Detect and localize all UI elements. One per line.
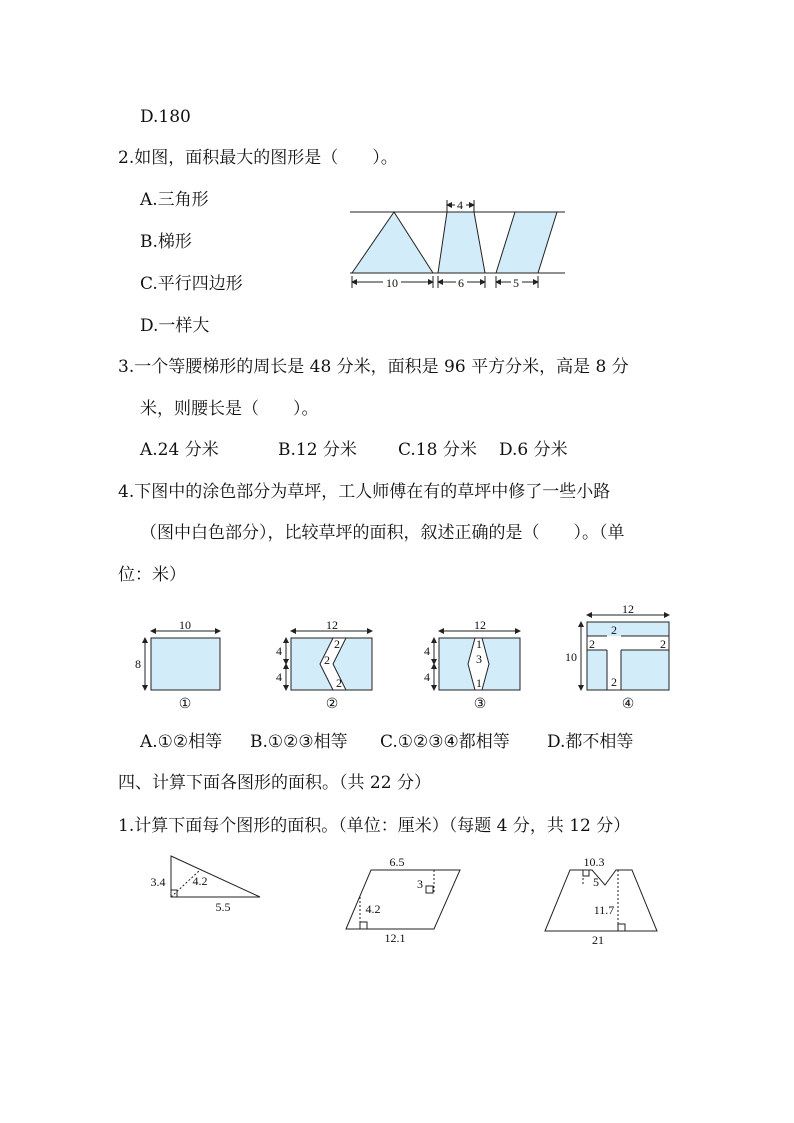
q4-fig4-v2-label: 2 bbox=[611, 675, 617, 689]
q3-option-b[interactable]: B.12 分米 bbox=[278, 440, 357, 460]
q4-figure-3 bbox=[424, 618, 520, 712]
q4-fig3-top-label: 1 bbox=[476, 637, 482, 651]
s4-parallelogram-figure bbox=[346, 855, 460, 945]
q4-fig1-caption: ① bbox=[178, 697, 192, 712]
s4-para-right-angle-2 bbox=[360, 922, 367, 929]
q4-figure-2 bbox=[276, 618, 372, 712]
q4-fig4-caption: ④ bbox=[621, 697, 635, 712]
q3-option-c[interactable]: C.18 分米 bbox=[398, 440, 477, 460]
s4-triangle-base-label: 5.5 bbox=[215, 900, 231, 914]
q4-figure-4 bbox=[565, 602, 669, 712]
q4-fig2-path-b: 2 bbox=[324, 653, 330, 667]
q2-triangle bbox=[352, 212, 433, 273]
q4-fig4-width-label: 12 bbox=[622, 602, 634, 616]
s4-triangle-left-label: 3.4 bbox=[150, 875, 166, 889]
q4-fig1-lawn bbox=[151, 638, 220, 690]
q4-fig4-lawn bbox=[587, 622, 669, 690]
q2-stem: 2.如图，面积最大的图形是（ ）。 bbox=[118, 148, 398, 168]
q4-fig4-h2-label: 2 bbox=[660, 637, 666, 651]
q4-stem-line2: （图中白色部分），比较草坪的面积，叙述正确的是（ ）。（单 bbox=[140, 523, 625, 543]
q4-fig1-height-label: 8 bbox=[135, 657, 141, 671]
q4-figure-1 bbox=[135, 618, 220, 712]
q4-stem-line3: 位：米） bbox=[118, 565, 186, 585]
q4-option-a[interactable]: A.①②相等 bbox=[140, 732, 223, 752]
s4-triangle bbox=[171, 856, 260, 897]
s4-para-left-h-label: 4.2 bbox=[365, 902, 381, 916]
q2-option-b[interactable]: B.梯形 bbox=[140, 232, 192, 252]
q4-fig3-width-label: 12 bbox=[474, 618, 486, 632]
s4-trap-height-label: 11.7 bbox=[593, 903, 615, 917]
s4-para-bottom-label: 12.1 bbox=[384, 931, 406, 945]
q4-fig3-mid-label: 3 bbox=[476, 652, 482, 666]
q4-fig4-v1-label: 2 bbox=[611, 623, 617, 637]
q4-fig4-height-label: 10 bbox=[565, 650, 577, 664]
q2-option-c[interactable]: C.平行四边形 bbox=[140, 274, 243, 294]
s4-para-top-label: 6.5 bbox=[389, 855, 405, 869]
q4-fig3-h2-label: 4 bbox=[424, 670, 430, 684]
q2-top-label: 4 bbox=[457, 198, 463, 212]
q2-bottom-label-3: 5 bbox=[513, 276, 519, 290]
s4-parallelogram bbox=[346, 870, 460, 929]
q4-option-c[interactable]: C.①②③④都相等 bbox=[380, 732, 510, 752]
q3-stem-line1: 3.一个等腰梯形的周长是 48 分米，面积是 96 平方分米，高是 8 分 bbox=[118, 357, 629, 377]
q4-fig4-path-horizontal bbox=[587, 636, 669, 650]
s4-trap-right-angle-2 bbox=[618, 924, 625, 931]
q4-fig2-h2-label: 4 bbox=[276, 670, 282, 684]
q4-stem-line1: 4.下图中的涂色部分为草坪，工人师傅在有的草坪中修了一些小路 bbox=[118, 482, 611, 502]
q1-option-d: D.180 bbox=[140, 107, 191, 127]
s4-trap-notch-label: 5 bbox=[593, 875, 599, 889]
q4-fig3-caption: ③ bbox=[473, 697, 487, 712]
q3-stem-line2: 米，则腰长是（ ）。 bbox=[140, 399, 319, 419]
s4-trap-right-angle-1 bbox=[583, 870, 589, 876]
s4-trapezoid bbox=[545, 870, 657, 931]
q4-fig2-h1-label: 4 bbox=[276, 644, 282, 658]
q2-bottom-label-2: 6 bbox=[458, 276, 464, 290]
q4-option-b[interactable]: B.①②③相等 bbox=[250, 732, 348, 752]
q4-fig2-caption: ② bbox=[325, 697, 339, 712]
s4-para-right-h-label: 3 bbox=[417, 877, 423, 891]
q3-option-a[interactable]: A.24 分米 bbox=[140, 440, 219, 460]
s4-trap-top-label: 10.3 bbox=[583, 855, 605, 869]
q4-fig3-bottom-label: 1 bbox=[476, 676, 482, 690]
q4-fig2-path-a: 2 bbox=[334, 637, 340, 651]
q4-fig2-path-c: 2 bbox=[336, 676, 342, 690]
q2-figure bbox=[350, 198, 565, 290]
s4-triangle-hyp-label: 4.2 bbox=[192, 874, 208, 888]
s4-trap-bottom-label: 21 bbox=[592, 933, 604, 947]
q2-bottom-label-1: 10 bbox=[386, 276, 398, 290]
q4-fig3-h1-label: 4 bbox=[424, 644, 430, 658]
q2-trapezoid bbox=[438, 212, 485, 273]
s4-triangle-figure bbox=[151, 856, 261, 914]
q4-fig1-width-label: 10 bbox=[179, 618, 191, 632]
q4-fig2-width-label: 12 bbox=[326, 618, 338, 632]
q4-fig4-h1-label: 2 bbox=[589, 637, 595, 651]
q2-option-d[interactable]: D.一样大 bbox=[140, 316, 210, 336]
q4-option-d[interactable]: D.都不相等 bbox=[547, 732, 634, 752]
section4-q1-stem: 1.计算下面每个图形的面积。（单位：厘米）（每题 4 分，共 12 分） bbox=[118, 816, 631, 836]
q2-option-a[interactable]: A.三角形 bbox=[140, 190, 209, 210]
s4-trapezoid-figure bbox=[545, 855, 657, 947]
q2-parallelogram bbox=[496, 212, 557, 273]
s4-para-right-angle-1 bbox=[426, 886, 433, 893]
q3-option-d[interactable]: D.6 分米 bbox=[499, 440, 568, 460]
section4-title: 四、计算下面各图形的面积。（共 22 分） bbox=[118, 773, 431, 793]
